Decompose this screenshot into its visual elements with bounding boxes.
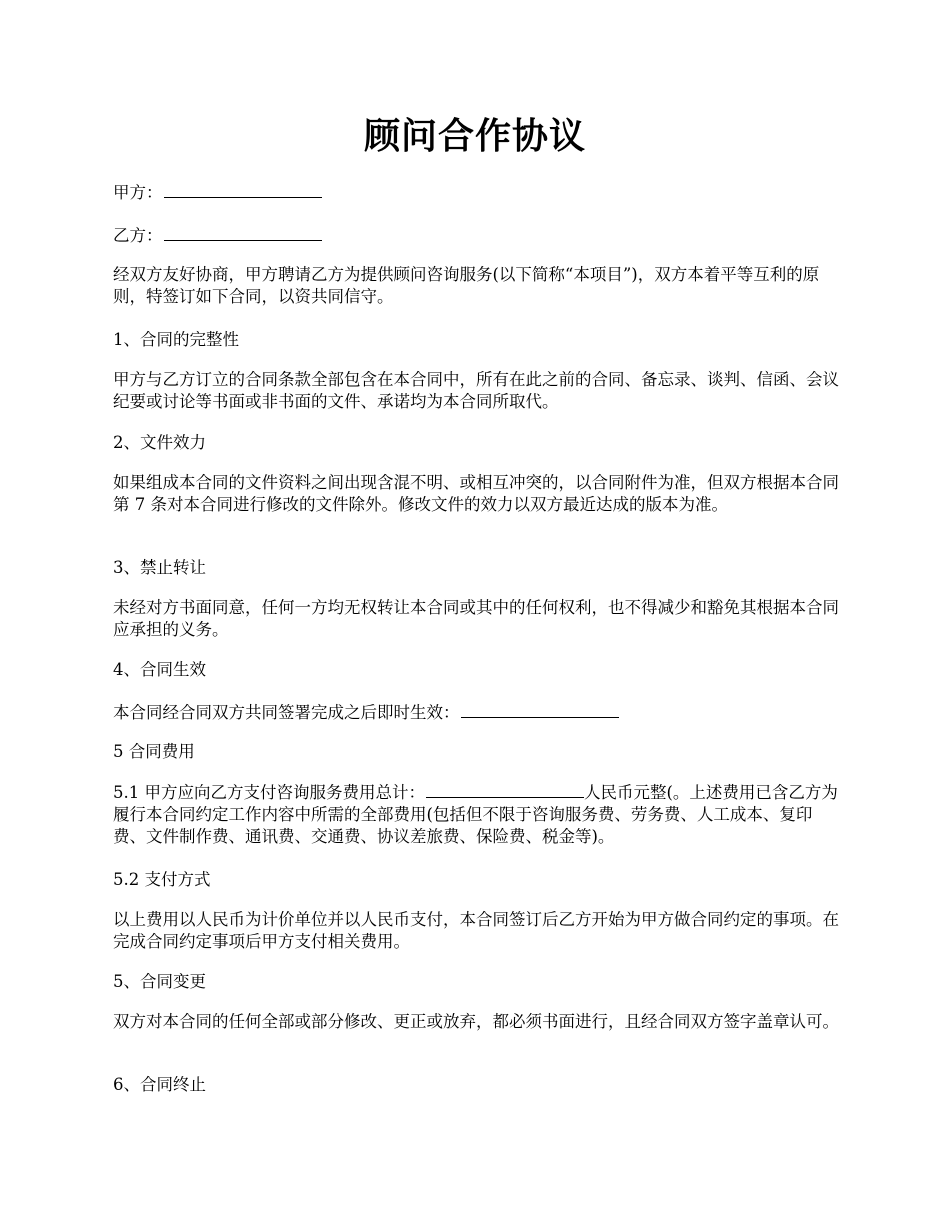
section-5-heading: 5 合同费用 xyxy=(113,742,195,761)
section-4-body: 本合同经合同双方共同签署完成之后即时生效： xyxy=(113,703,460,722)
effective-date-blank xyxy=(461,701,619,718)
party-b-blank xyxy=(164,224,322,241)
section-3-body: 未经对方书面同意，任何一方均无权转让本合同或其中的任何权利，也不得减少和豁免其根据本合同应承担的义务。 xyxy=(113,598,839,639)
party-b-line xyxy=(113,224,840,247)
section-5-1-prefix: 5.1 甲方应向乙方支付咨询服务费用总计： xyxy=(113,783,425,802)
party-a-line xyxy=(113,181,840,204)
section-2-body: 如果组成本合同的文件资料之间出现含混不明、或相互冲突的，以合同附件为准，但双方根据本合同第 7 条对本合同进行修改的文件除外。修改文件的效力以双方最近达成的版本为准。 xyxy=(113,473,839,514)
party-a-label: 甲方： xyxy=(113,183,163,202)
section-change-body: 双方对本合同的任何全部或部分修改、更正或放弃，都必须书面进行，且经合同双方签字盖章认可。 xyxy=(113,1012,839,1031)
section-5-2-heading: 5.2 支付方式 xyxy=(113,870,211,889)
section-1-body: 甲方与乙方订立的合同条款全部包含在本合同中，所有在此之前的合同、备忘录、谈判、信函、会议纪要或讨论等书面或非书面的文件、承诺均为本合同所取代。 xyxy=(113,370,839,411)
section-6-heading: 6、合同终止 xyxy=(113,1075,206,1094)
section-3-heading: 3、禁止转让 xyxy=(113,558,206,577)
section-4-heading: 4、合同生效 xyxy=(113,660,206,679)
party-b-label: 乙方： xyxy=(113,226,163,245)
section-5-1-body xyxy=(113,781,840,848)
section-2-heading: 2、文件效力 xyxy=(113,433,206,452)
section-5-1-suffix: 人民币元整(。上述费用已含乙方为履行本合同约定工作内容中所需的全部费用(包括但不限于咨询服务费、劳务费、人工成本、复印费、文件制作费、通讯费、交通费、协议差旅费、保险费、税金等)。 xyxy=(113,783,838,846)
intro-paragraph: 经双方友好协商，甲方聘请乙方为提供顾问咨询服务(以下简称“本项目”)，双方本着平等互利的原则，特签订如下合同，以资共同信守。 xyxy=(113,265,820,306)
document-title: 顾问合作协议 xyxy=(363,115,586,157)
fee-amount-blank xyxy=(426,781,584,798)
section-5-2-body: 以上费用以人民币为计价单位并以人民币支付，本合同签订后乙方开始为甲方做合同约定的事项。在完成合同约定事项后甲方支付相关费用。 xyxy=(113,910,839,951)
section-change-heading: 5、合同变更 xyxy=(113,972,206,991)
section-4-line xyxy=(113,701,840,724)
party-a-blank xyxy=(164,181,322,198)
section-1-heading: 1、合同的完整性 xyxy=(113,330,239,349)
